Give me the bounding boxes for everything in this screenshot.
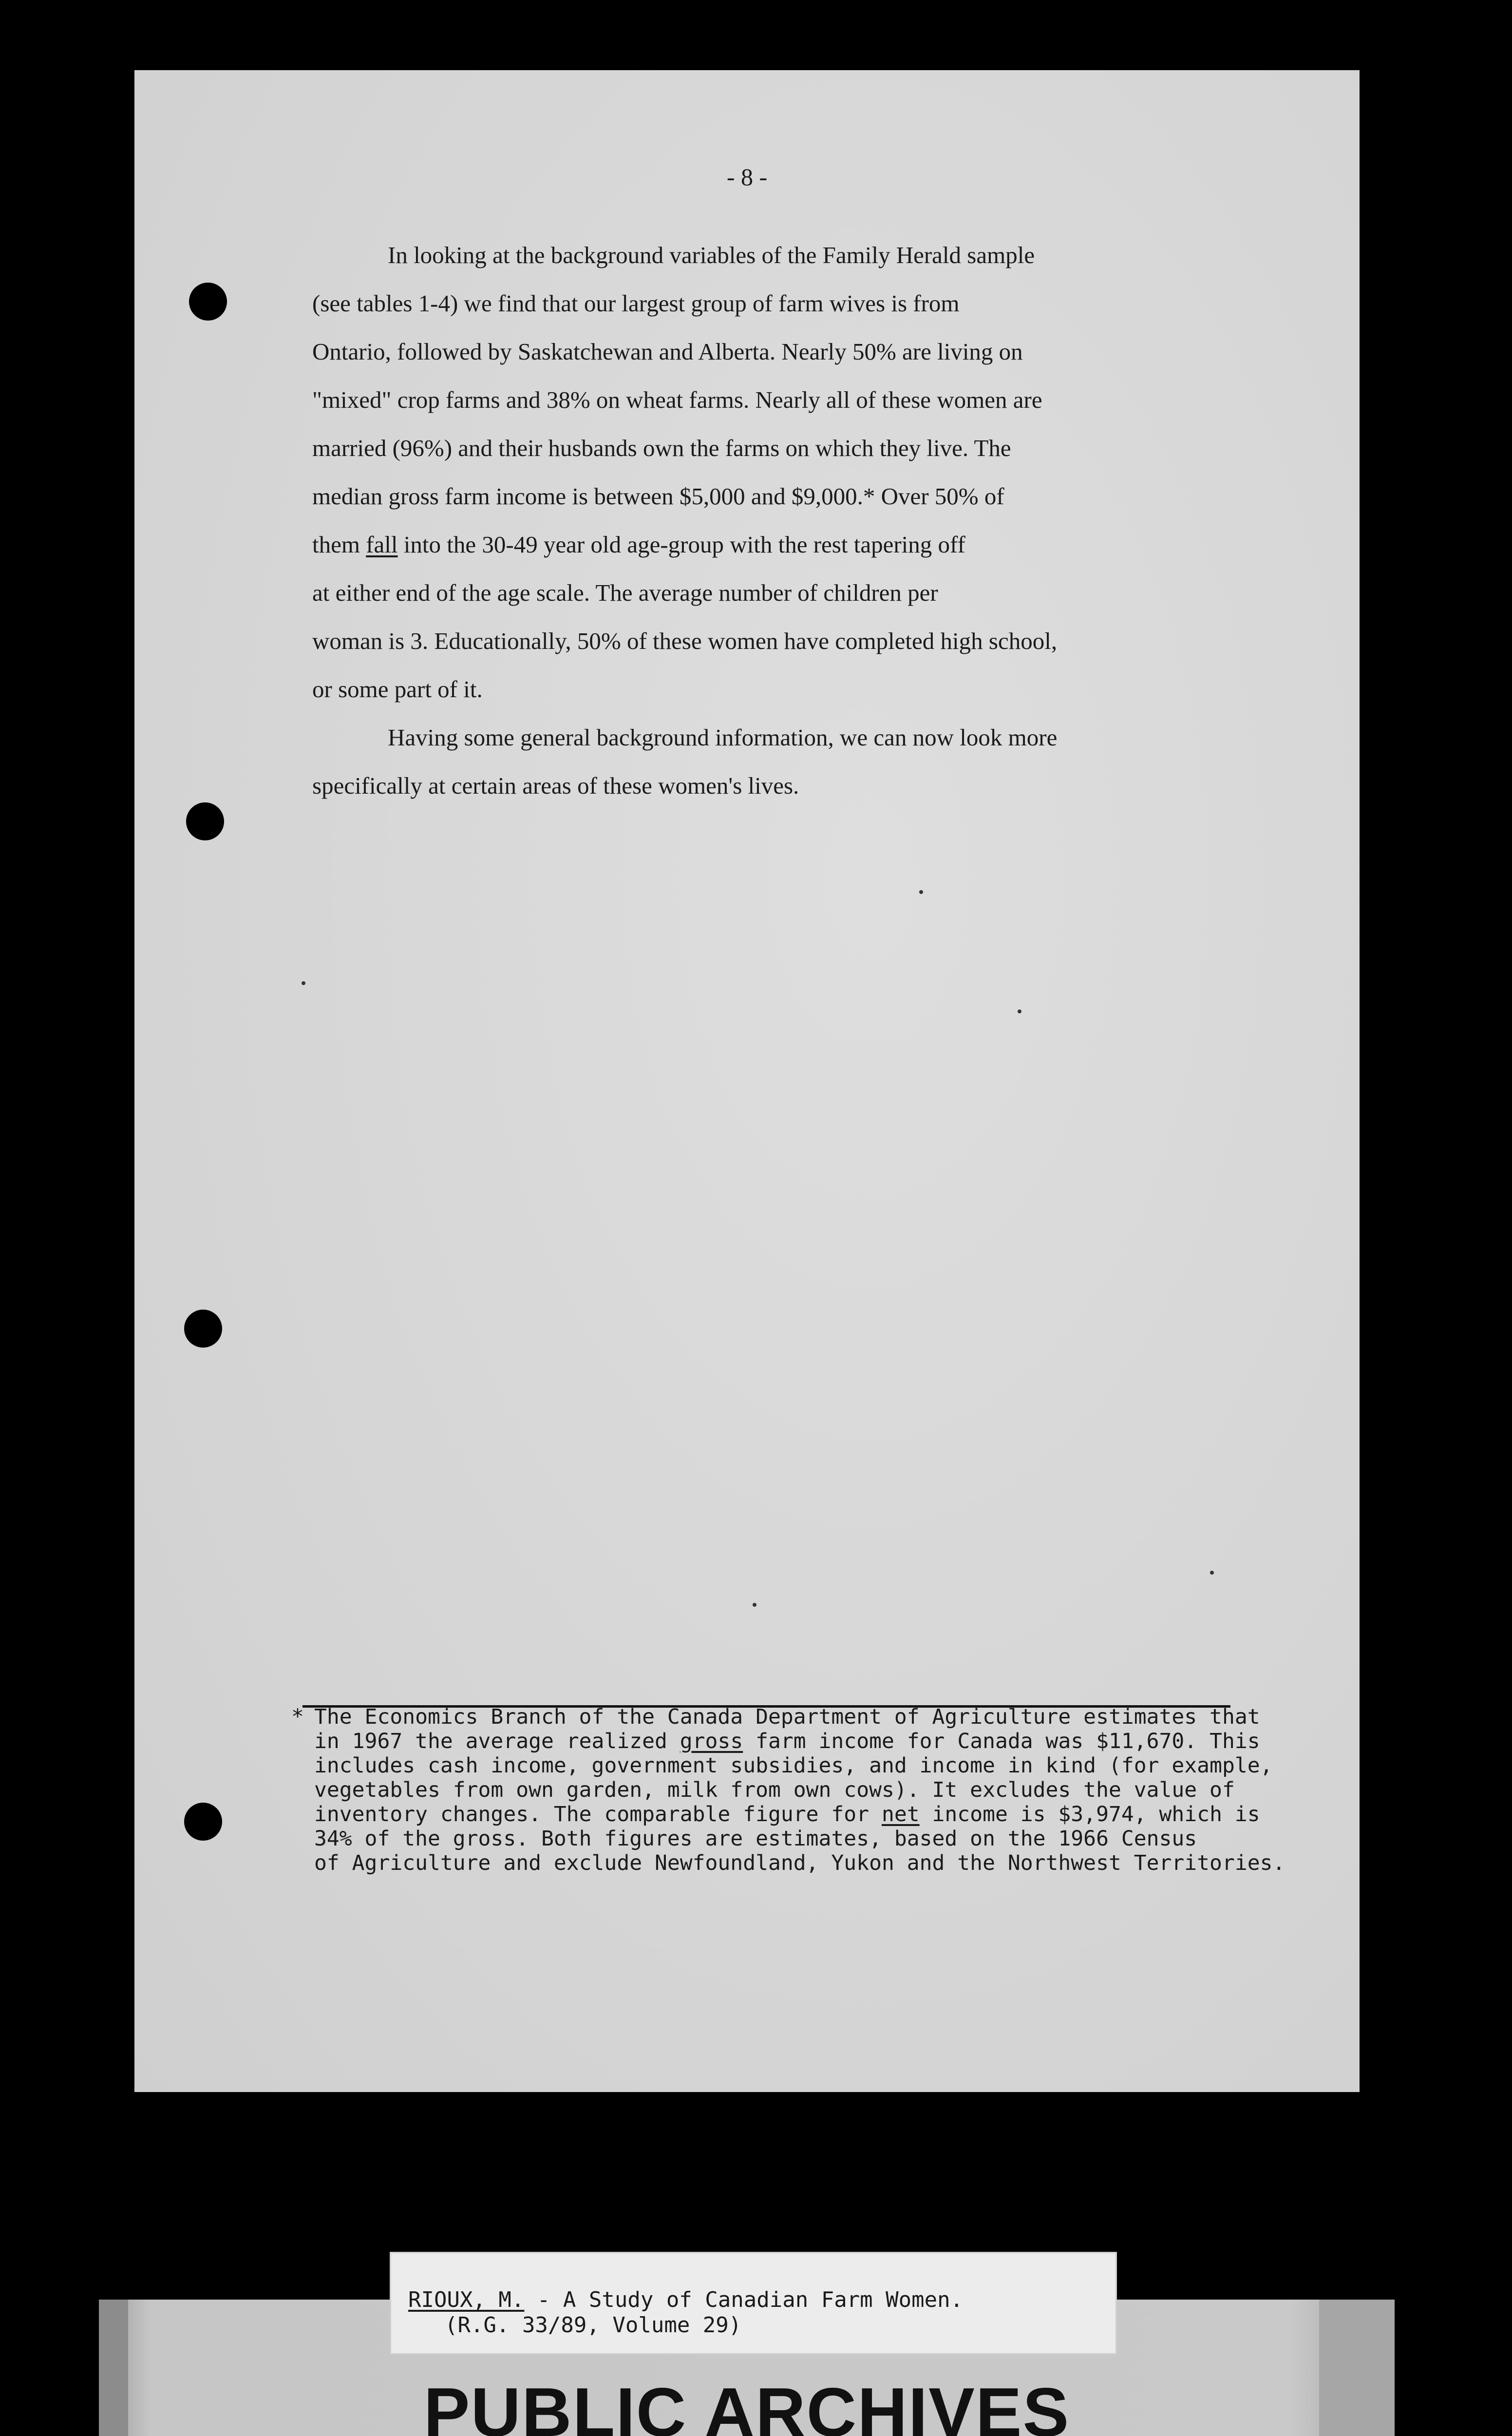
document-page [134, 70, 1360, 2092]
paragraph-1 [312, 231, 1233, 713]
paper-speck [753, 1603, 756, 1607]
footnote-line: inventory changes. The comparable figure for net income is $3,974, which is [314, 1802, 1260, 1827]
emphasis-gross: gross [680, 1729, 743, 1753]
footnote-line: The Economics Branch of the Canada Department of Agriculture estimates that [314, 1705, 1260, 1729]
text-line: woman is 3. Educationally, 50% of these women have completed high school, [312, 628, 1058, 654]
slip-title-line [408, 2287, 963, 2312]
footnote-line: vegetables from own garden, milk from own cows). It excludes the value of [314, 1778, 1235, 1802]
slip-title: - A Study of Canadian Farm Women. [524, 2287, 964, 2312]
text-line: married (96%) and their husbands own the farms on which they live. The [312, 435, 1011, 461]
text-line: In looking at the background variables of the Family Herald sample [388, 242, 1035, 268]
body-text [312, 231, 1233, 810]
text-line: them fall into the 30-49 year old age-group with the rest tapering off [312, 531, 965, 558]
footnote-body [314, 1705, 1285, 1875]
page-number: - 8 - [726, 163, 768, 190]
footnote-line: includes cash income, government subsidies, and income in kind (for example, [314, 1753, 1273, 1778]
slip-author: RIOUX, M. [408, 2287, 525, 2312]
paper-speck [1018, 1009, 1021, 1013]
punch-hole [184, 1310, 222, 1348]
punch-hole [189, 283, 227, 321]
label-slip [390, 2252, 1117, 2355]
emphasis-fall: fall [366, 531, 398, 558]
footnote-marker: * [291, 1705, 304, 1729]
footnote-line: in 1967 the average realized gross farm income for Canada was $11,670. This [314, 1729, 1260, 1753]
punch-hole [186, 802, 224, 840]
text-line: (see tables 1-4) we find that our largest group of farm wives is from [312, 290, 960, 317]
paper-speck [1210, 1571, 1214, 1575]
text-line: "mixed" crop farms and 38% on wheat farms. Nearly all of these women are [312, 386, 1042, 413]
text-line: specifically at certain areas of these women's lives. [312, 772, 799, 799]
emphasis-net: net [881, 1802, 920, 1827]
text-line: at either end of the age scale. The average number of children per [312, 579, 938, 606]
footnote-line: 34% of the gross. Both figures are estimates, based on the 1966 Census [314, 1827, 1197, 1851]
paper-speck [919, 890, 923, 894]
text-line: or some part of it. [312, 676, 483, 703]
punch-hole [184, 1803, 222, 1841]
paragraph-2 [312, 713, 1233, 810]
slip-reference: (R.G. 33/89, Volume 29) [445, 2313, 742, 2338]
text-line: median gross farm income is between $5,000 and $9,000.* Over 50% of [312, 483, 1004, 510]
paper-speck [302, 981, 305, 985]
footnote-line: of Agriculture and exclude Newfoundland, Yukon and the Northwest Territories. [314, 1851, 1285, 1875]
text-line: Ontario, followed by Saskatchewan and Alberta. Nearly 50% are living on [312, 338, 1023, 365]
archive-heading-english: PUBLIC ARCHIVES [423, 2374, 1070, 2436]
text-line: Having some general background information, we can now look more [388, 724, 1058, 751]
